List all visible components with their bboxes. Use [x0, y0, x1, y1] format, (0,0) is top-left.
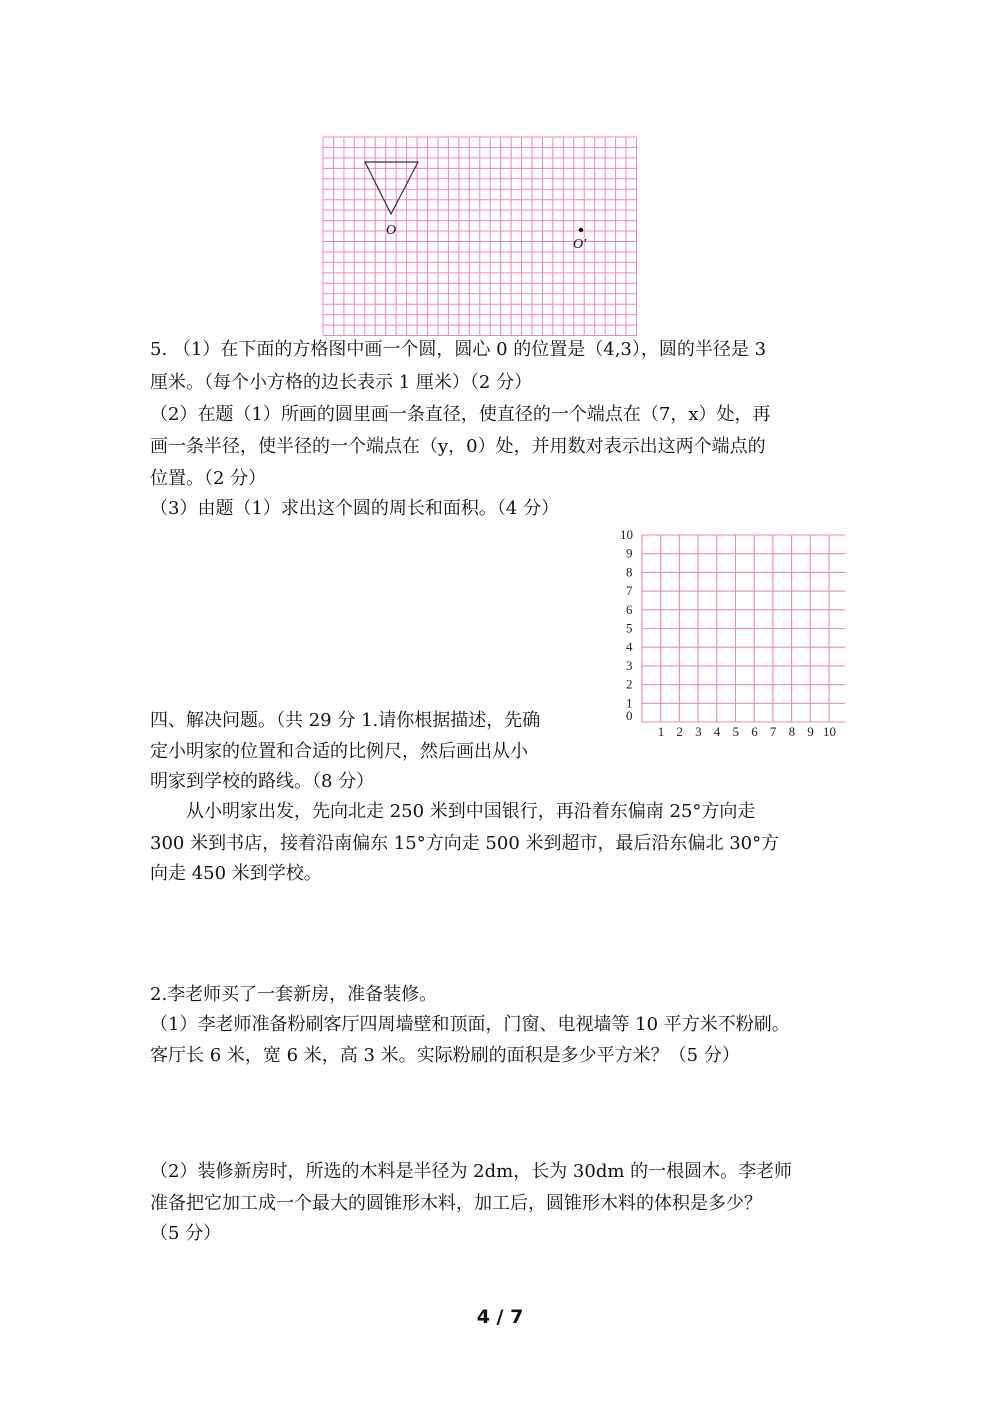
label-o: O: [386, 223, 397, 238]
x-axis-label: 5: [732, 724, 739, 739]
coordinate-grid-lines: [642, 535, 845, 722]
q2-line2: （1）李老师准备粉刷客厅四周墙壁和顶面，门窗、电视墙等 10 平方米不粉刷。: [150, 1014, 790, 1035]
x-axis-label: 4: [713, 724, 721, 739]
section4-line6: 向走 450 米到学校。: [150, 863, 322, 884]
figure-grid-triangle: [322, 136, 638, 342]
x-axis-label: 10: [823, 724, 836, 739]
x-axis-label: 7: [769, 724, 777, 739]
y-axis-label: 0: [626, 708, 633, 723]
x-axis-label: 6: [751, 724, 758, 739]
q2-line1: 2.李老师买了一套新房，准备装修。: [150, 984, 438, 1005]
y-axis-label: 6: [626, 601, 633, 617]
x-axis-label: 8: [788, 724, 796, 739]
grid-lines: [323, 137, 637, 336]
q5-line6: （3）由题（1）求出这个圆的周长和面积。（4 分）: [150, 498, 560, 519]
y-axis-label: 1: [626, 695, 633, 711]
q5-line4: 画一条半径，使半径的一个端点在（y，0）处，并用数对表示出这两个端点的: [150, 436, 766, 457]
q5-line2: 厘米。（每个小方格的边长表示 1 厘米）（2 分）: [150, 372, 533, 393]
y-axis-label: 9: [626, 545, 633, 561]
triangle-shape: [365, 162, 418, 214]
y-axis-label: 10: [620, 527, 633, 542]
section4-line4: 从小明家出发，先向北走 250 米到中国银行，再沿着东偏南 25°方向走: [186, 801, 756, 822]
section4-line1: 四、解决问题。（共 29 分 1.请你根据描述，先确: [150, 710, 541, 731]
q2-line6: （5 分）: [150, 1223, 222, 1244]
q2-line5: 准备把它加工成一个最大的圆锥形木料，加工后，圆锥形木料的体积是多少？: [150, 1193, 762, 1214]
page-number: 4 / 7: [476, 1306, 524, 1328]
q2-line4: （2）装修新房时，所选的木料是半径为 2dm，长为 30dm 的一根圆木。李老师: [150, 1161, 793, 1182]
y-axis-label: 4: [626, 639, 633, 655]
y-axis-label: 2: [626, 676, 633, 692]
x-axis-label: 2: [676, 724, 683, 739]
q5-line3: （2）在题（1）所画的圆里画一条直径，使直径的一个端点在（7，x）处，再: [150, 404, 771, 425]
q5-line5: 位置。（2 分）: [150, 468, 267, 489]
section4-line3: 明家到学校的路线。（8 分）: [150, 771, 375, 792]
y-axis-label: 3: [626, 657, 633, 673]
x-axis-label: 1: [657, 724, 665, 739]
y-axis-labels: [620, 527, 633, 723]
y-axis-label: 8: [626, 564, 633, 580]
point-o-prime: [579, 228, 583, 232]
x-axis-label: 3: [695, 724, 702, 739]
label-o-prime: O′: [573, 237, 587, 252]
y-axis-label: 5: [626, 620, 633, 636]
section4-line2: 定小明家的位置和合适的比例尺，然后画出从小: [150, 741, 528, 762]
x-axis-label: 9: [807, 724, 814, 739]
y-axis-label: 7: [626, 583, 633, 599]
x-axis-labels: [658, 724, 836, 739]
q2-line3: 客厅长 6 米，宽 6 米，高 3 米。实际粉刷的面积是多少平方米？（5 分）: [150, 1045, 740, 1066]
q5-line1: 5. （1）在下面的方格图中画一个圆，圆心 0 的位置是（4,3），圆的半径是 3: [150, 339, 767, 360]
coordinate-grid: [620, 524, 845, 742]
section4-line5: 300 米到书店，接着沿南偏东 15°方向走 500 米到超市，最后沿东偏北 30°方: [150, 833, 780, 854]
